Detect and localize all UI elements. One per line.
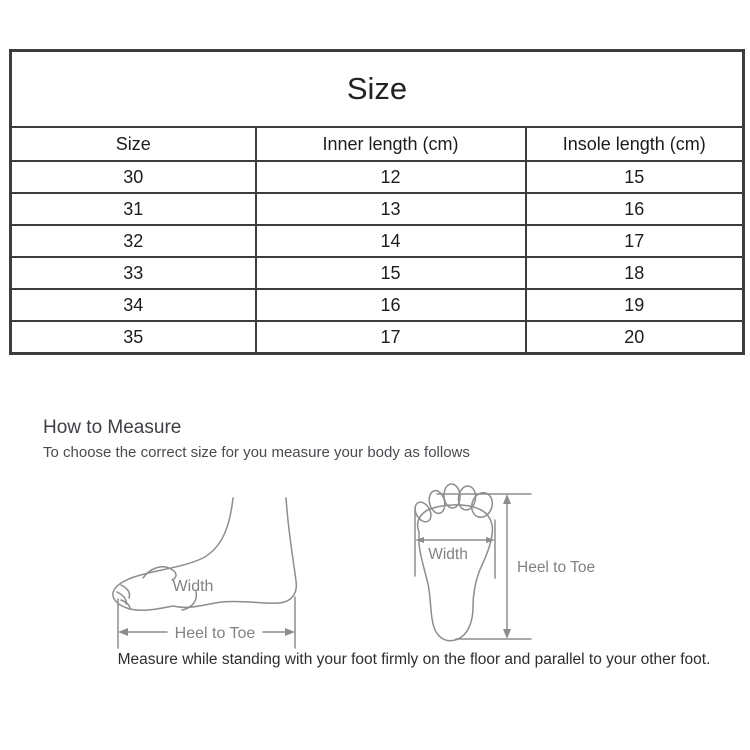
insole-length-cell: 18 (526, 257, 744, 289)
table-row (11, 257, 744, 289)
col-header-insole-length: Insole length (cm) (526, 127, 744, 161)
size-cell: 31 (11, 193, 256, 225)
table-title-row (11, 51, 744, 128)
how-to-measure-heading: How to Measure (43, 417, 182, 438)
size-cell: 30 (11, 161, 256, 193)
table-row (11, 289, 744, 321)
how-to-measure-subheading: To choose the correct size for you measure your body as follows (43, 444, 470, 461)
inner-length-cell: 13 (256, 193, 526, 225)
size-cell: 35 (11, 321, 256, 354)
measurement-diagrams (90, 470, 650, 655)
arrowhead-left-icon (118, 628, 128, 636)
col-header-size: Size (11, 127, 256, 161)
col-header-inner-length: Inner length (cm) (256, 127, 526, 161)
insole-length-cell: 15 (526, 161, 744, 193)
size-cell: 34 (11, 289, 256, 321)
table-row (11, 321, 744, 354)
table-row (11, 161, 744, 193)
side-view-width-label: Width (172, 578, 214, 595)
foot-top-view-diagram (412, 483, 595, 640)
sole-outline (418, 505, 493, 641)
arrowhead-up-icon (503, 494, 511, 504)
measurement-instruction: Measure while standing with your foot firmly on the floor and parallel to your other foot. (117, 651, 711, 668)
side-view-length-label: Heel to Toe (174, 625, 256, 642)
table-row (11, 193, 744, 225)
table-row (11, 225, 744, 257)
inner-length-cell: 15 (256, 257, 526, 289)
table-header-row (11, 127, 744, 161)
insole-length-cell: 19 (526, 289, 744, 321)
arrowhead-right-icon (285, 628, 295, 636)
size-cell: 32 (11, 225, 256, 257)
insole-length-cell: 16 (526, 193, 744, 225)
insole-length-cell: 17 (526, 225, 744, 257)
table-title: Size (11, 51, 744, 128)
inner-length-cell: 12 (256, 161, 526, 193)
size-chart-table (9, 49, 745, 355)
size-cell: 33 (11, 257, 256, 289)
inner-length-cell: 17 (256, 321, 526, 354)
inner-length-cell: 16 (256, 289, 526, 321)
inner-length-cell: 14 (256, 225, 526, 257)
width-band-line (143, 567, 176, 580)
arrowhead-down-icon (503, 629, 511, 639)
insole-length-cell: 20 (526, 321, 744, 354)
top-view-width-label: Width (428, 546, 468, 563)
foot-side-view-diagram (113, 498, 296, 648)
top-view-length-label: Heel to Toe (517, 559, 596, 576)
